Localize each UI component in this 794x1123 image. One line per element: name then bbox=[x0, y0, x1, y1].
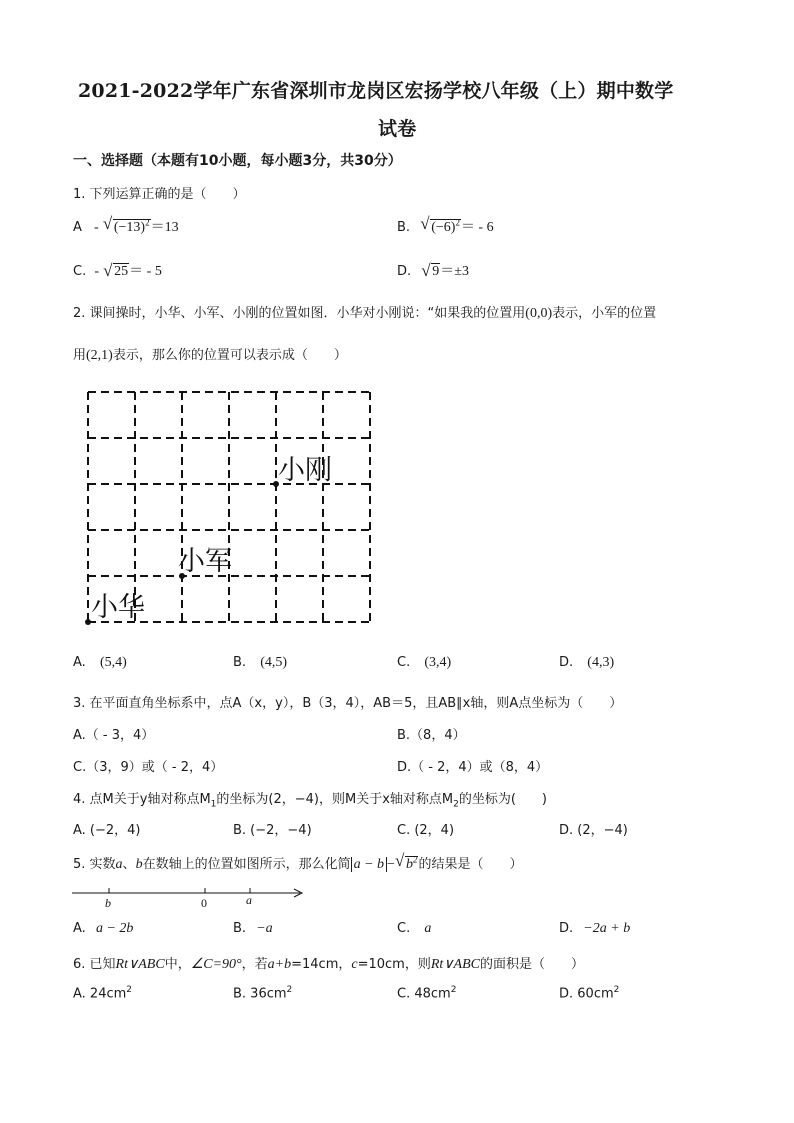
q4-option-b[interactable]: B. (−2，−4) bbox=[233, 823, 312, 838]
q3-option-a[interactable]: A.（ - 3，4） bbox=[73, 728, 155, 743]
label-a: a bbox=[246, 893, 252, 907]
q5-option-a[interactable]: A. a − 2b bbox=[73, 921, 134, 936]
q5-abs-expression: a − b bbox=[351, 857, 387, 872]
q1-option-a[interactable] bbox=[73, 216, 179, 236]
label-xiaojun: 小军 bbox=[178, 546, 232, 577]
q5-option-b[interactable]: B. −a bbox=[233, 921, 273, 936]
page-title-line1: 2021-2022学年广东省深圳市龙岗区宏扬学校八年级（上）期中数学 bbox=[78, 80, 674, 102]
q1-a-radical: √ $(-13)^2$ bbox=[102, 214, 150, 235]
q1-d-letter: D. bbox=[397, 264, 412, 279]
q4-option-c[interactable]: C. (2，4) bbox=[397, 823, 455, 838]
q1-a-neg: - bbox=[94, 220, 99, 235]
q1-a-result: ＝13 bbox=[150, 220, 179, 235]
q2-coord-jun: (2,1) bbox=[86, 348, 113, 363]
q2-option-d[interactable]: D. (4,3) bbox=[559, 655, 615, 670]
page-title-line2: 试卷 bbox=[378, 118, 417, 140]
q3-option-d[interactable]: D.（ - 2，4）或（8，4） bbox=[397, 760, 549, 775]
q5-stem: 5. 实数a、b在数轴上的位置如图所示，那么化简 a − b − √ $b^2$的结果是（ ） bbox=[73, 851, 523, 872]
q4-stem: 4. 点M关于y轴对称点$M_1$的坐标为(2，−4)，则M关于x轴对称点$M_2$的坐标为( ) bbox=[73, 792, 548, 810]
q6-option-d[interactable]: D. $60cm^2$ bbox=[559, 985, 620, 1002]
section-header: 一、选择题（本题有10小题，每小题3分，共30分） bbox=[73, 153, 402, 169]
q1-c-neg: - bbox=[94, 264, 100, 279]
grid-lines bbox=[88, 392, 373, 622]
q2-coord-origin: (0,0) bbox=[525, 306, 553, 321]
q3-option-b[interactable]: B.（8，4） bbox=[397, 728, 466, 743]
q6-stem: 6. 已知Rt∨ABC中，∠C=90°，若a+b=14cm，c=10cm，则Rt∨ABC的面积是（ ） bbox=[73, 957, 584, 972]
q6-option-c[interactable]: C. $48cm^2$ bbox=[397, 985, 457, 1002]
q1-a-letter: A bbox=[73, 220, 82, 235]
label-xiaohua: 小华 bbox=[91, 592, 145, 623]
q2-option-b[interactable]: B. (4,5) bbox=[233, 655, 288, 670]
q4-option-d[interactable]: D. (2，−4) bbox=[559, 823, 628, 838]
q1-b-result: ＝ - 6 bbox=[460, 220, 494, 235]
q1-c-result: ＝ - 5 bbox=[129, 264, 162, 279]
q1-stem: 1. 下列运算正确的是（ ） bbox=[73, 187, 246, 202]
q4-option-a[interactable]: A. (−2，4) bbox=[73, 823, 141, 838]
position-grid-figure bbox=[80, 384, 380, 634]
q1-option-d[interactable] bbox=[397, 260, 469, 280]
q5-radical: √ $b^2$ bbox=[394, 851, 418, 872]
q1-d-result: ＝±3 bbox=[440, 264, 469, 279]
q2-option-c[interactable]: C. (3,4) bbox=[397, 655, 452, 670]
label-b: b bbox=[105, 896, 111, 910]
number-line bbox=[70, 882, 310, 912]
q1-c-radical: √ 25 bbox=[103, 261, 129, 280]
q3-option-c[interactable]: C.（3，9）或（ - 2，4） bbox=[73, 760, 224, 775]
q5-option-c[interactable]: C. a bbox=[397, 921, 432, 936]
q1-option-b[interactable] bbox=[397, 216, 494, 236]
q1-b-radical: √ $(-6)^2$ bbox=[420, 214, 460, 235]
q6-option-a[interactable]: A. $24cm^2$ bbox=[73, 985, 133, 1002]
q2-stem-line2: 用(2,1)表示，那么你的位置可以表示成（ ） bbox=[73, 348, 347, 363]
q1-b-letter: B. bbox=[397, 220, 411, 235]
q3-stem: 3. 在平面直角坐标系中，点A（x，y），B（3，4），AB＝5，且AB∥x轴，则A点坐标为（ ） bbox=[73, 696, 623, 711]
q5-option-d[interactable]: D. −2a + b bbox=[559, 921, 631, 936]
q6-option-b[interactable]: B. $36cm^2$ bbox=[233, 985, 293, 1002]
label-xiaogang: 小刚 bbox=[278, 455, 332, 486]
q1-c-letter: C. bbox=[73, 264, 87, 279]
label-zero: 0 bbox=[201, 896, 207, 910]
q1-d-radical: √ 9 bbox=[421, 261, 440, 280]
q2-option-a[interactable]: A. (5,4) bbox=[73, 655, 127, 670]
q1-option-c[interactable] bbox=[73, 260, 162, 280]
q2-stem-line1: 2. 课间操时，小华、小军、小刚的位置如图．小华对小刚说：“如果我的位置用(0,0)表示，小军的位置 bbox=[73, 306, 657, 321]
